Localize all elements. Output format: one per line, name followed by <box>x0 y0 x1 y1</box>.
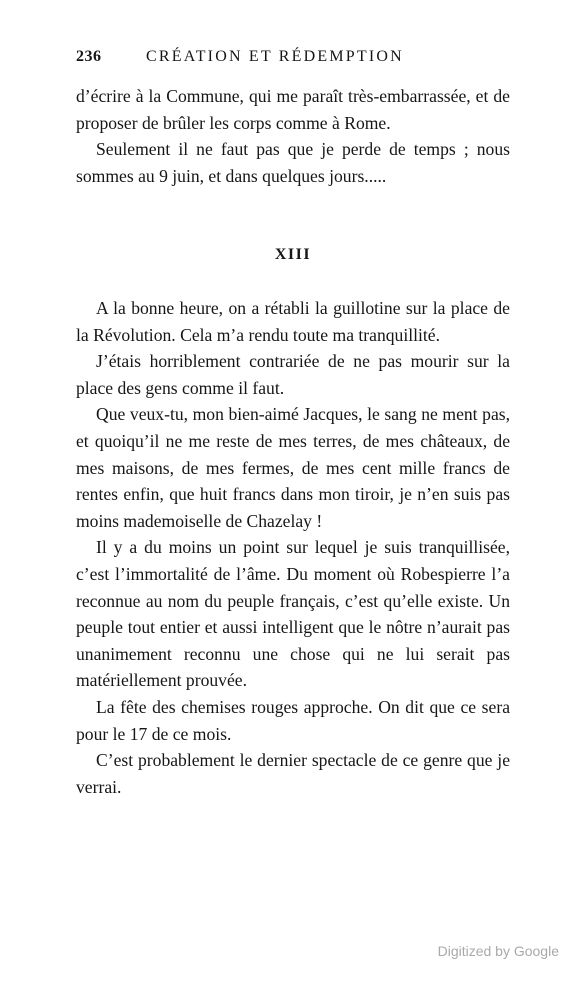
paragraph: d’écrire à la Commune, qui me paraît très-embarrassée, et de proposer de brûler les corps comme à Rome. <box>76 86 510 133</box>
paragraph: Seulement il ne faut pas que je perde de temps ; nous sommes au 9 juin, et dans quelques jours..... <box>76 139 510 186</box>
running-title: CRÉATION ET RÉDEMPTION <box>146 48 404 65</box>
paragraph: La fête des chemises rouges approche. On dit que ce sera pour le 17 de ce mois. <box>76 696 510 744</box>
page-number: 236 <box>76 48 102 65</box>
paragraph: Que veux-tu, mon bien-aimé Jacques, le sang ne ment pas, et quoiqu’il ne me reste de mes terres, de mes châteaux, de mes maisons, de mes fermes, de mes cent mille francs de rentes enfin, que huit francs dans mon tiroir, je n’en suis pas moins mademoiselle de Chazelay ! <box>76 404 510 531</box>
running-head <box>76 48 510 72</box>
digitized-watermark: Digitized by Google <box>437 943 559 959</box>
paragraph: A la bonne heure, on a rétabli la guillotine sur la place de la Révolution. Cela m’a rendu toute ma tranquillité. <box>76 298 510 345</box>
paragraph: Il y a du moins un point sur lequel je suis tranquillisée, c’est l’immortalité de l’âme. Du moment où Robespierre l’a reconnue au nom du peuple français, c’est qu’elle existe. Un peuple tout entier et aussi intelligent que le nôtre n’aurait pas unanimement reconnu une chose qui ne lui serait pas matériellement prouvée. <box>76 537 510 691</box>
paragraph: J’étais horriblement contrariée de ne pas mourir sur la place des gens comme il faut. <box>76 351 510 398</box>
section-text <box>76 295 510 800</box>
paragraph: C’est probablement le dernier spectacle de ce genre que je verrai. <box>76 750 510 797</box>
continued-text <box>76 83 510 189</box>
section-heading: XIII <box>274 246 312 263</box>
